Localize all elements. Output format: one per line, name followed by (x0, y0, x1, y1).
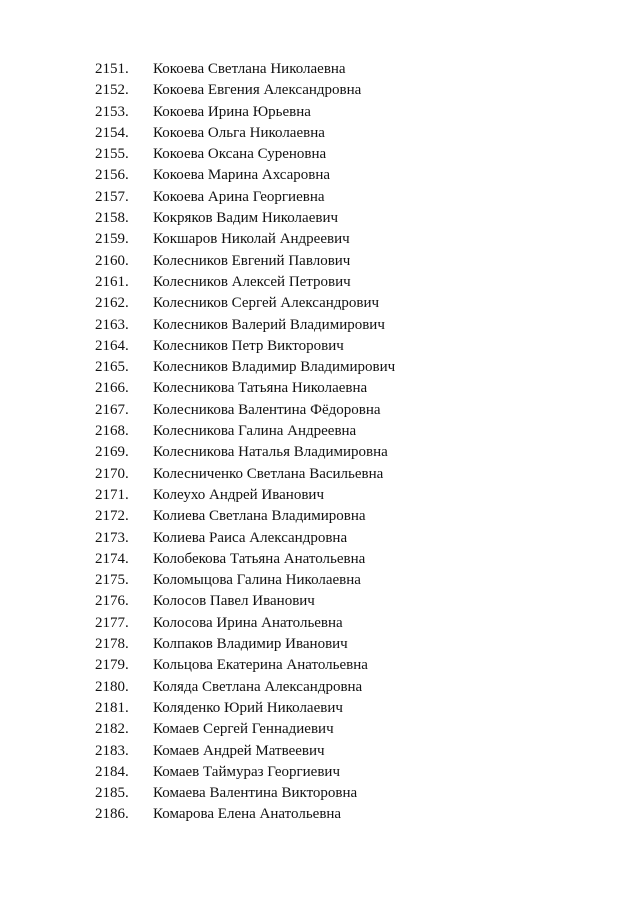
list-item (0, 591, 640, 612)
list-item-number: 2159. (95, 231, 129, 248)
list-item (0, 783, 640, 804)
list-item-name: Колиева Светлана Владимировна (153, 508, 366, 525)
list-item (0, 251, 640, 272)
list-item-number: 2172. (95, 508, 129, 525)
list-item-name: Колесников Владимир Владимирович (153, 359, 396, 376)
list-item-number: 2155. (95, 146, 129, 163)
list-item (0, 187, 640, 208)
list-item-number: 2160. (95, 252, 129, 269)
list-item-number: 2156. (95, 167, 129, 184)
list-item (0, 315, 640, 336)
list-item-number: 2152. (95, 82, 129, 99)
list-item-number: 2183. (95, 742, 129, 759)
list-item (0, 485, 640, 506)
list-item-number: 2177. (95, 614, 129, 631)
list-item-name: Коломыцова Галина Николаевна (153, 572, 361, 589)
list-item (0, 719, 640, 740)
list-item (0, 528, 640, 549)
list-item (0, 357, 640, 378)
list-item (0, 229, 640, 250)
list-item-name: Колесникова Наталья Владимировна (153, 444, 388, 461)
list-item-name: Комарова Елена Анатольевна (153, 806, 342, 823)
list-item-number: 2158. (95, 210, 129, 227)
list-item (0, 378, 640, 399)
list-item-number: 2171. (95, 486, 129, 503)
list-item-number: 2178. (95, 636, 129, 653)
list-item-name: Колесников Сергей Александрович (153, 295, 380, 312)
list-item-name: Кокоева Ольга Николаевна (153, 124, 325, 141)
list-item (0, 400, 640, 421)
list-item-number: 2174. (95, 550, 129, 567)
list-item-number: 2176. (95, 593, 129, 610)
list-item (0, 165, 640, 186)
list-item (0, 655, 640, 676)
list-item (0, 336, 640, 357)
list-item-name: Колесникова Галина Андреевна (153, 423, 357, 440)
list-item-name: Кокряков Вадим Николаевич (153, 210, 339, 227)
list-item-number: 2169. (95, 444, 129, 461)
list-item (0, 677, 640, 698)
list-item-name: Колесников Валерий Владимирович (153, 316, 385, 333)
list-item-number: 2168. (95, 423, 129, 440)
list-item-name: Кокоева Светлана Николаевна (153, 61, 346, 77)
list-item-number: 2186. (95, 806, 129, 823)
list-item (0, 613, 640, 634)
list-item-name: Коляда Светлана Александровна (153, 678, 363, 695)
list-item-name: Колесникова Валентина Фёдоровна (153, 401, 381, 418)
list-item-name: Колесников Петр Викторович (153, 337, 344, 354)
list-item-name: Кокоева Оксана Суреновна (153, 146, 327, 163)
numbered-name-list (0, 59, 640, 826)
list-item-number: 2170. (95, 465, 129, 482)
list-item-number: 2182. (95, 721, 129, 738)
list-item (0, 741, 640, 762)
list-item (0, 464, 640, 485)
list-item-number: 2185. (95, 785, 129, 802)
list-item-number: 2163. (95, 316, 129, 333)
list-item (0, 762, 640, 783)
list-item-name: Колосова Ирина Анатольевна (153, 614, 343, 631)
list-item-number: 2162. (95, 295, 129, 312)
list-item (0, 698, 640, 719)
list-item-number: 2154. (95, 124, 129, 141)
list-item (0, 506, 640, 527)
list-item-name: Кокоева Арина Георгиевна (153, 188, 325, 205)
list-item-number: 2153. (95, 103, 129, 120)
list-item-number: 2173. (95, 529, 129, 546)
list-item (0, 570, 640, 591)
list-item-name: Колобекова Татьяна Анатольевна (153, 550, 366, 567)
list-item-number: 2184. (95, 763, 129, 780)
list-item-name: Комаев Сергей Геннадиевич (153, 721, 334, 738)
list-item-name: Колиева Раиса Александровна (153, 529, 348, 546)
list-item-name: Кольцова Екатерина Анатольевна (153, 657, 368, 674)
list-item-name: Колеухо Андрей Иванович (153, 486, 324, 503)
list-item-number: 2179. (95, 657, 129, 674)
list-item (0, 272, 640, 293)
list-item-name: Колпаков Владимир Иванович (153, 636, 348, 653)
list-item (0, 442, 640, 463)
list-item (0, 293, 640, 314)
list-item-number: 2167. (95, 401, 129, 418)
list-item-number: 2151. (95, 61, 129, 77)
list-item (0, 80, 640, 101)
list-item (0, 144, 640, 165)
list-item (0, 59, 640, 80)
list-item-name: Кокшаров Николай Андреевич (153, 231, 350, 248)
list-item-name: Кокоева Марина Ахсаровна (153, 167, 331, 184)
list-item-number: 2180. (95, 678, 129, 695)
list-item-name: Кокоева Ирина Юрьевна (153, 103, 311, 120)
list-item-number: 2181. (95, 699, 129, 716)
list-item-number: 2165. (95, 359, 129, 376)
list-item-name: Колесников Алексей Петрович (153, 273, 351, 290)
list-item (0, 208, 640, 229)
list-item-name: Колесникова Татьяна Николаевна (153, 380, 368, 397)
list-item-number: 2157. (95, 188, 129, 205)
list-item-number: 2161. (95, 273, 129, 290)
list-item (0, 804, 640, 825)
list-item-name: Комаева Валентина Викторовна (153, 785, 358, 802)
list-item (0, 549, 640, 570)
list-item-name: Комаев Таймураз Георгиевич (153, 763, 340, 780)
list-item (0, 634, 640, 655)
list-item-name: Колесников Евгений Павлович (153, 252, 351, 269)
list-item-number: 2175. (95, 572, 129, 589)
list-item-name: Колосов Павел Иванович (153, 593, 315, 610)
list-item-name: Комаев Андрей Матвеевич (153, 742, 325, 759)
list-item (0, 421, 640, 442)
list-item (0, 123, 640, 144)
list-item-number: 2164. (95, 337, 129, 354)
list-item-number: 2166. (95, 380, 129, 397)
list-item-name: Кокоева Евгения Александровна (153, 82, 362, 99)
list-item-name: Колесниченко Светлана Васильевна (153, 465, 384, 482)
list-item (0, 102, 640, 123)
list-item-name: Коляденко Юрий Николаевич (153, 699, 343, 716)
